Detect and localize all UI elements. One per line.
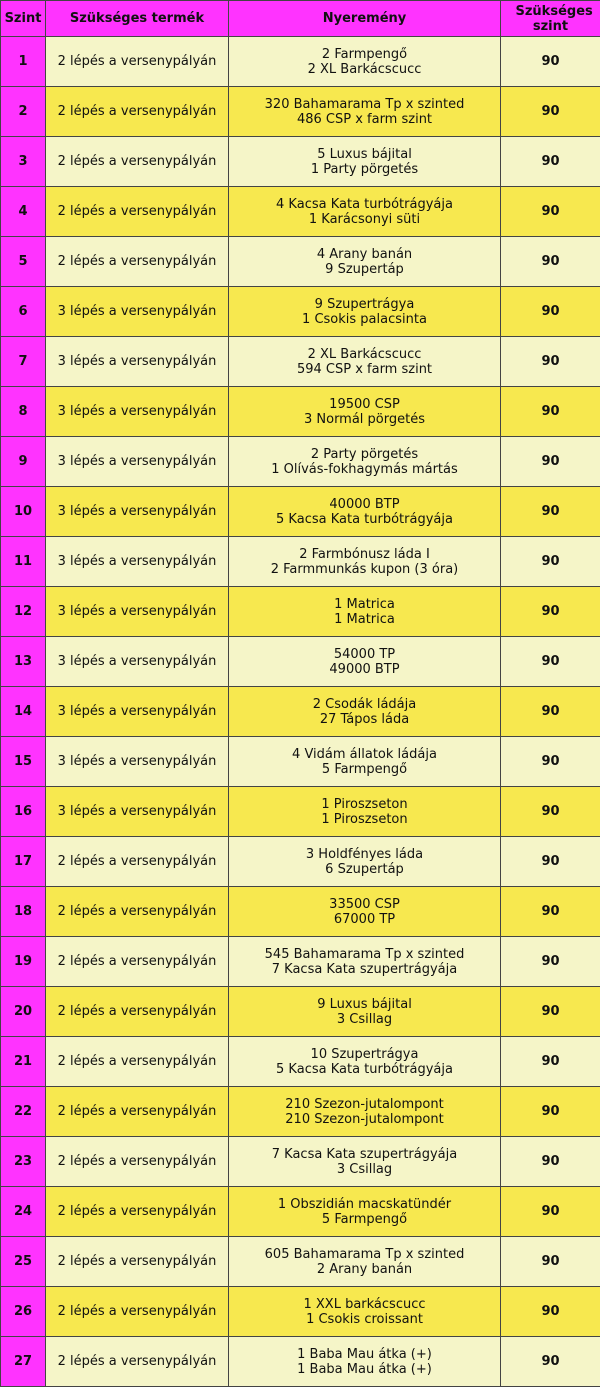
row-nyeremeny [229, 787, 501, 837]
row-szukseges-szint: 90 [501, 437, 600, 487]
table-row [1, 637, 600, 687]
row-szint: 11 [1, 537, 46, 587]
row-szint: 25 [1, 1237, 46, 1287]
prize-line-1: 4 Kacsa Kata turbótrágyája [276, 196, 453, 212]
row-nyeremeny [229, 1037, 501, 1087]
row-szukseges-szint: 90 [501, 387, 600, 437]
prize-line-1: 9 Luxus bájital [317, 996, 412, 1012]
row-szukseges-szint: 90 [501, 1137, 600, 1187]
row-szint: 27 [1, 1337, 46, 1387]
prize-line-2: 210 Szezon-jutalompont [285, 1111, 444, 1127]
prize-line-1: 4 Arany banán [316, 246, 413, 262]
prize-line-2: 27 Tápos láda [319, 711, 410, 727]
row-nyeremeny [229, 87, 501, 137]
row-szint: 5 [1, 237, 46, 287]
prize-line-1: 9 Szupertrágya [314, 296, 415, 312]
prize-line-2: 5 Farmpengő [321, 1211, 408, 1227]
row-termek: 3 lépés a versenypályán [46, 637, 229, 687]
row-szint: 3 [1, 137, 46, 187]
prize-line-2: 1 Karácsonyi süti [308, 211, 421, 227]
row-szukseges-szint: 90 [501, 687, 600, 737]
row-szukseges-szint: 90 [501, 1237, 600, 1287]
table-row [1, 487, 600, 537]
row-termek: 2 lépés a versenypályán [46, 1337, 229, 1387]
table-body [1, 37, 600, 1387]
row-szint: 23 [1, 1137, 46, 1187]
header-szukseges-szint [501, 1, 600, 37]
row-szint: 18 [1, 887, 46, 937]
row-szukseges-szint: 90 [501, 887, 600, 937]
prize-line-1: 210 Szezon-jutalompont [285, 1096, 444, 1112]
prize-line-2: 3 Normál pörgetés [303, 411, 425, 427]
prize-line-2: 5 Kacsa Kata turbótrágyája [276, 511, 453, 527]
prize-line-1: 19500 CSP [329, 396, 400, 412]
prize-line-2: 1 Matrica [334, 611, 395, 627]
row-szukseges-szint: 90 [501, 837, 600, 887]
prize-line-1: 1 Obszidián macskatündér [277, 1196, 452, 1212]
row-szukseges-szint: 90 [501, 537, 600, 587]
prize-line-1: 54000 TP [333, 646, 396, 662]
row-nyeremeny [229, 837, 501, 887]
row-nyeremeny [229, 37, 501, 87]
row-szint: 24 [1, 1187, 46, 1237]
header-termek: Szükséges termék [46, 1, 229, 37]
table-row [1, 1037, 600, 1087]
prize-line-1: 605 Bahamarama Tp x szinted [264, 1246, 465, 1262]
row-nyeremeny [229, 687, 501, 737]
row-szukseges-szint: 90 [501, 1087, 600, 1137]
prize-line-2: 2 XL Barkácscucc [307, 61, 422, 77]
row-nyeremeny [229, 387, 501, 437]
header-szint: Szint [1, 1, 46, 37]
table-row [1, 1087, 600, 1137]
row-szukseges-szint: 90 [501, 37, 600, 87]
row-nyeremeny [229, 537, 501, 587]
table-row [1, 387, 600, 437]
table-row [1, 1337, 600, 1387]
row-szukseges-szint: 90 [501, 1337, 600, 1387]
prize-line-2: 2 Arany banán [316, 1261, 413, 1277]
table-row [1, 137, 600, 187]
row-szint: 7 [1, 337, 46, 387]
row-szukseges-szint: 90 [501, 237, 600, 287]
row-termek: 2 lépés a versenypályán [46, 937, 229, 987]
row-nyeremeny [229, 587, 501, 637]
table-row [1, 837, 600, 887]
prize-line-1: 545 Bahamarama Tp x szinted [264, 946, 465, 962]
row-termek: 2 lépés a versenypályán [46, 1037, 229, 1087]
prize-line-1: 1 Piroszseton [321, 796, 408, 812]
row-nyeremeny [229, 1087, 501, 1137]
row-termek: 2 lépés a versenypályán [46, 87, 229, 137]
row-szint: 21 [1, 1037, 46, 1087]
prize-line-1: 40000 BTP [329, 496, 400, 512]
row-nyeremeny [229, 137, 501, 187]
row-termek: 2 lépés a versenypályán [46, 1137, 229, 1187]
prize-line-2: 9 Szupertáp [325, 261, 404, 277]
prize-line-1: 3 Holdfényes láda [305, 846, 424, 862]
row-szukseges-szint: 90 [501, 1287, 600, 1337]
row-szint: 19 [1, 937, 46, 987]
row-szint: 9 [1, 437, 46, 487]
header-row [1, 1, 600, 37]
prize-line-1: 2 Csodák ládája [312, 696, 417, 712]
row-termek: 2 lépés a versenypályán [46, 187, 229, 237]
row-szint: 22 [1, 1087, 46, 1137]
row-szukseges-szint: 90 [501, 137, 600, 187]
prize-line-2: 6 Szupertáp [325, 861, 404, 877]
row-termek: 2 lépés a versenypályán [46, 237, 229, 287]
table-row [1, 787, 600, 837]
row-nyeremeny [229, 1237, 501, 1287]
row-szint: 2 [1, 87, 46, 137]
prize-line-1: 33500 CSP [329, 896, 400, 912]
table-row [1, 337, 600, 387]
row-szukseges-szint: 90 [501, 737, 600, 787]
prize-line-2: 2 Farmmunkás kupon (3 óra) [270, 561, 459, 577]
row-szukseges-szint: 90 [501, 187, 600, 237]
row-szukseges-szint: 90 [501, 587, 600, 637]
row-nyeremeny [229, 287, 501, 337]
row-szint: 16 [1, 787, 46, 837]
row-termek: 2 lépés a versenypályán [46, 837, 229, 887]
row-szint: 1 [1, 37, 46, 87]
row-nyeremeny [229, 1337, 501, 1387]
prize-line-1: 2 Farmpengő [321, 46, 408, 62]
row-nyeremeny [229, 987, 501, 1037]
row-termek: 2 lépés a versenypályán [46, 1287, 229, 1337]
row-nyeremeny [229, 637, 501, 687]
row-nyeremeny [229, 237, 501, 287]
row-szint: 14 [1, 687, 46, 737]
prize-line-2: 1 Csokis palacsinta [302, 311, 427, 327]
prize-line-1: 1 Baba Mau átka (+) [297, 1346, 432, 1362]
prize-line-2: 5 Farmpengő [321, 761, 408, 777]
table-row [1, 987, 600, 1037]
row-szukseges-szint: 90 [501, 487, 600, 537]
row-nyeremeny [229, 887, 501, 937]
prize-line-2: 3 Csillag [336, 1011, 393, 1027]
prize-line-2: 67000 TP [333, 911, 396, 927]
row-szukseges-szint: 90 [501, 987, 600, 1037]
prize-line-2: 1 Baba Mau átka (+) [297, 1361, 432, 1377]
prize-line-2: 7 Kacsa Kata szupertrágyája [271, 961, 458, 977]
row-szukseges-szint: 90 [501, 637, 600, 687]
row-szint: 26 [1, 1287, 46, 1337]
prize-line-1: 1 XXL barkácscucc [303, 1296, 426, 1312]
table-row [1, 37, 600, 87]
row-termek: 3 lépés a versenypályán [46, 587, 229, 637]
row-szukseges-szint: 90 [501, 87, 600, 137]
row-nyeremeny [229, 1137, 501, 1187]
row-termek: 2 lépés a versenypályán [46, 1187, 229, 1237]
table-row [1, 87, 600, 137]
row-termek: 3 lépés a versenypályán [46, 787, 229, 837]
row-szukseges-szint: 90 [501, 1187, 600, 1237]
prize-line-2: 1 Olívás-fokhagymás mártás [271, 461, 458, 477]
row-szukseges-szint: 90 [501, 287, 600, 337]
row-termek: 3 lépés a versenypályán [46, 737, 229, 787]
table-row [1, 1187, 600, 1237]
prize-line-1: 5 Luxus bájital [317, 146, 412, 162]
prize-line-2: 1 Piroszseton [321, 811, 408, 827]
table-row [1, 537, 600, 587]
table-row [1, 687, 600, 737]
row-szint: 8 [1, 387, 46, 437]
prize-line-2: 5 Kacsa Kata turbótrágyája [276, 1061, 453, 1077]
table-row [1, 1237, 600, 1287]
row-termek: 2 lépés a versenypályán [46, 1237, 229, 1287]
row-szukseges-szint: 90 [501, 337, 600, 387]
row-szint: 13 [1, 637, 46, 687]
row-nyeremeny [229, 737, 501, 787]
prize-line-2: 49000 BTP [329, 661, 400, 677]
row-szint: 10 [1, 487, 46, 537]
row-nyeremeny [229, 487, 501, 537]
row-szint: 6 [1, 287, 46, 337]
row-termek: 2 lépés a versenypályán [46, 987, 229, 1037]
row-szint: 4 [1, 187, 46, 237]
row-nyeremeny [229, 187, 501, 237]
prize-line-2: 1 Csokis croissant [306, 1311, 423, 1327]
header-nyeremeny: Nyeremény [229, 1, 501, 37]
row-termek: 3 lépés a versenypályán [46, 337, 229, 387]
prize-line-1: 10 Szupertrágya [310, 1046, 419, 1062]
row-termek: 3 lépés a versenypályán [46, 687, 229, 737]
row-termek: 3 lépés a versenypályán [46, 487, 229, 537]
header-szukseges-szint-label: Szükséges szint [515, 3, 593, 34]
row-nyeremeny [229, 1287, 501, 1337]
row-nyeremeny [229, 437, 501, 487]
row-termek: 3 lépés a versenypályán [46, 437, 229, 487]
row-nyeremeny [229, 937, 501, 987]
table-row [1, 587, 600, 637]
prize-line-1: 2 XL Barkácscucc [307, 346, 422, 362]
prize-line-2: 1 Party pörgetés [310, 161, 419, 177]
row-termek: 3 lépés a versenypályán [46, 287, 229, 337]
prize-line-1: 2 Party pörgetés [310, 446, 419, 462]
prize-line-2: 486 CSP x farm szint [296, 111, 433, 127]
row-nyeremeny [229, 1187, 501, 1237]
row-szukseges-szint: 90 [501, 787, 600, 837]
prize-line-1: 1 Matrica [334, 596, 395, 612]
prize-line-1: 2 Farmbónusz láda I [299, 546, 430, 562]
row-nyeremeny [229, 337, 501, 387]
table-row [1, 737, 600, 787]
prize-line-2: 594 CSP x farm szint [296, 361, 433, 377]
prize-line-1: 7 Kacsa Kata szupertrágyája [271, 1146, 458, 1162]
row-szukseges-szint: 90 [501, 1037, 600, 1087]
prize-line-2: 3 Csillag [336, 1161, 393, 1177]
row-szint: 15 [1, 737, 46, 787]
table-row [1, 187, 600, 237]
prize-line-1: 320 Bahamarama Tp x szinted [264, 96, 465, 112]
row-szukseges-szint: 90 [501, 937, 600, 987]
table-row [1, 887, 600, 937]
row-szint: 12 [1, 587, 46, 637]
table-row [1, 937, 600, 987]
row-termek: 2 lépés a versenypályán [46, 1087, 229, 1137]
row-termek: 2 lépés a versenypályán [46, 137, 229, 187]
row-termek: 3 lépés a versenypályán [46, 387, 229, 437]
prize-line-1: 4 Vidám állatok ládája [292, 746, 437, 762]
row-termek: 2 lépés a versenypályán [46, 887, 229, 937]
row-szint: 20 [1, 987, 46, 1037]
table-row [1, 1137, 600, 1187]
table-row [1, 287, 600, 337]
row-termek: 2 lépés a versenypályán [46, 37, 229, 87]
table-row [1, 1287, 600, 1337]
row-szint: 17 [1, 837, 46, 887]
table-row [1, 437, 600, 487]
row-termek: 3 lépés a versenypályán [46, 537, 229, 587]
table-row [1, 237, 600, 287]
